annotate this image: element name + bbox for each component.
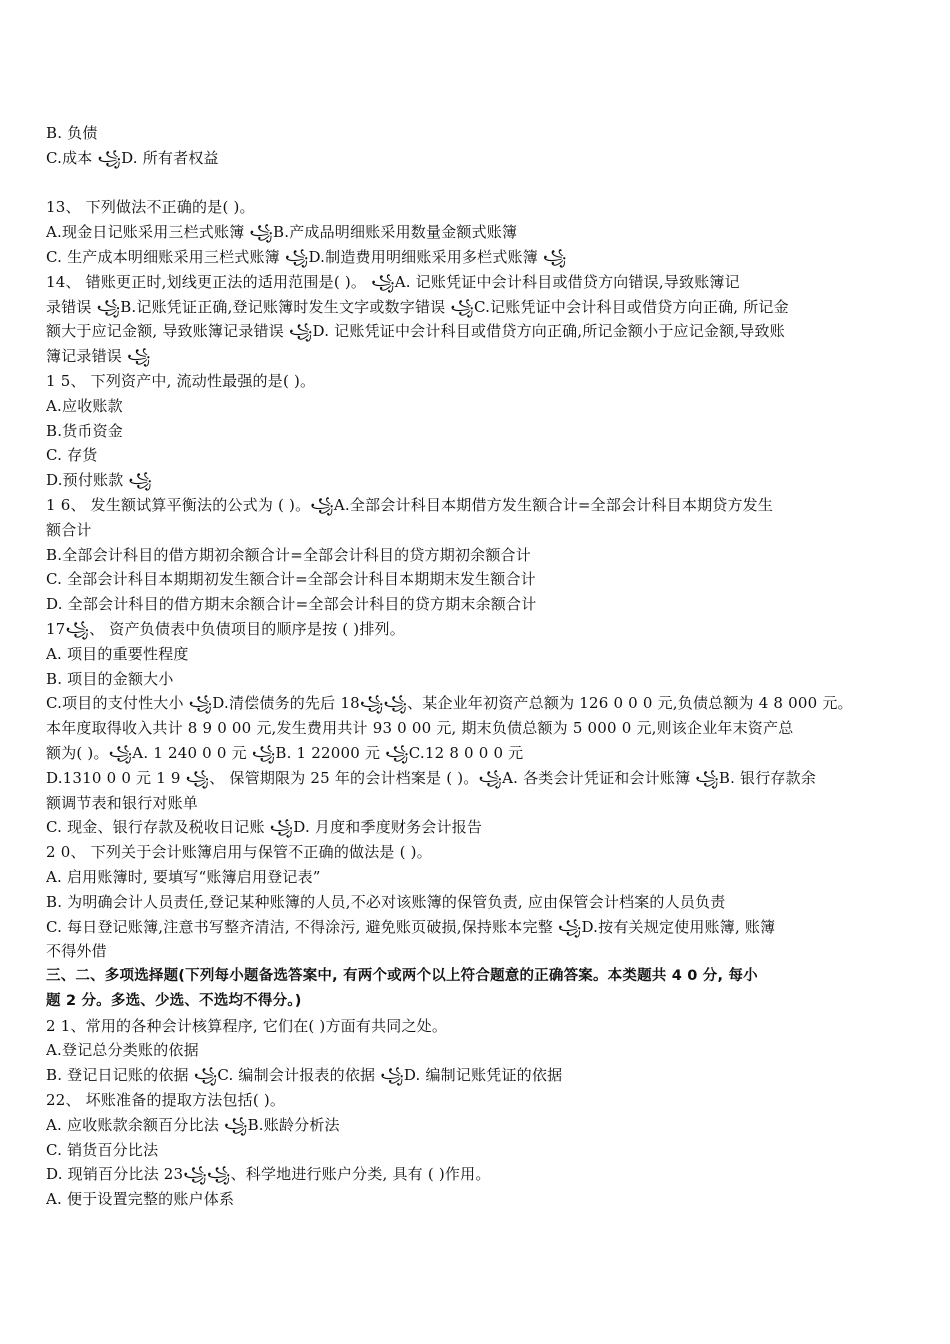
text-line: A. 启用账簿时, 要填写“账簿启用登记表” — [46, 867, 321, 886]
text-line: 额为( )。꧁A. 1 240 0 0 元 ꧁B. 1 22000 元 ꧁C.12 8 0 0 0 元 — [46, 743, 524, 762]
question-22: 22、 坏账准备的提取方法包括( )。 — [46, 1091, 286, 1110]
section-heading-cont: 题 2 分。多选、少选、不选均不得分。) — [46, 992, 302, 1009]
text-line: A.现金日记账采用三栏式账簿 ꧁B.产成品明细账采用数量金额式账簿 — [46, 223, 518, 242]
text-line: B. 项目的金额大小 — [46, 669, 174, 688]
text-line: 不得外借 — [46, 942, 107, 961]
text-line: C. 全部会计科目本期期初发生额合计=全部会计科目本期期末发生额合计 — [46, 570, 536, 589]
question-18: C.项目的支付性大小 ꧁D.清偿债务的先后 18꧁꧁、某企业年初资产总额为 126 0 0 0 元,负债总额为 4 8 000 元。 — [46, 694, 853, 713]
text-line: 录错误 ꧁B.记账凭证正确,登记账簿时发生文字或数字错误 ꧁C.记账凭证中会计科目或借贷方向正确, 所记金 — [46, 297, 789, 316]
text-line: A. 应收账款余额百分比法 ꧁B.账龄分析法 — [46, 1115, 340, 1134]
text-line: C.成本 ꧁D. 所有者权益 — [46, 148, 219, 167]
text-line: D.预付账款 ꧁ — [46, 471, 153, 490]
text-line: B.货币资金 — [46, 421, 123, 440]
question-23: D. 现销百分比法 23꧁꧁、科学地进行账户分类, 具有 ( )作用。 — [46, 1165, 491, 1184]
question-21: 2 1、常用的各种会计核算程序, 它们在( )方面有共同之处。 — [46, 1016, 448, 1035]
document-body — [46, 121, 908, 1212]
text-line: B. 负债 — [46, 124, 98, 142]
question-15: 1 5、 下列资产中, 流动性最强的是( )。 — [46, 371, 316, 390]
text-line: C. 生产成本明细账采用三栏式账簿 ꧁D.制造费用明细账采用多栏式账簿 ꧁ — [46, 247, 567, 266]
text-line: A. 便于设置完整的账户体系 — [46, 1190, 235, 1209]
question-19: D.1310 0 0 元 1 9 ꧁、 保管期限为 25 年的会计档案是 ( )。꧁A. 各类会计凭证和会计账簿 ꧁B. 银行存款余 — [46, 768, 817, 787]
question-20: 2 0、 下列关于会计账簿启用与保管不正确的做法是 ( )。 — [46, 843, 432, 862]
text-line: C. 销货百分比法 — [46, 1140, 159, 1159]
text-line: 本年度取得收入共计 8 9 0 00 元,发生费用共计 93 0 00 元, 期末负债总额为 5 000 0 元,则该企业年末资产总 — [46, 719, 794, 738]
text-line: A.登记总分类账的依据 — [46, 1041, 199, 1060]
question-14: 14、 错账更正时,划线更正法的适用范围是( )。 ꧁A. 记账凭证中会计科目或借贷方向错误,导致账簿记 — [46, 272, 740, 291]
text-line: A.应收账款 — [46, 396, 123, 415]
text-line: C. 存货 — [46, 446, 98, 465]
section-heading: 三、二、多项选择题(下列每小题备选答案中, 有两个或两个以上符合题意的正确答案。本类题共 4 0 分, 每小 — [46, 968, 758, 985]
text-line: B. 登记日记账的依据 ꧁C. 编制会计报表的依据 ꧁D. 编制记账凭证的依据 — [46, 1066, 563, 1085]
text-line: D. 全部会计科目的借方期末余额合计=全部会计科目的贷方期末余额合计 — [46, 595, 537, 614]
text-line: 额调节表和银行对账单 — [46, 793, 199, 812]
text-line: C. 每日登记账簿,注意书写整齐清洁, 不得涂污, 避免账页破损,保持账本完整 ꧁D.按有关规定使用账簿, 账簿 — [46, 917, 776, 936]
text-line: 额合计 — [46, 520, 92, 539]
text-line: 额大于应记金额, 导致账簿记录错误 ꧁D. 记账凭证中会计科目或借贷方向正确,所记金额小于应记金额,导致账 — [46, 322, 785, 341]
question-13: 13、 下列做法不正确的是( )。 — [46, 198, 255, 217]
question-17: 17꧁、 资产负债表中负债项目的顺序是按 ( )排列。 — [46, 619, 405, 638]
blank-line — [46, 171, 908, 196]
text-line: A. 项目的重要性程度 — [46, 644, 189, 663]
text-line: 簿记录错误 ꧁ — [46, 347, 151, 366]
text-line: C. 现金、银行存款及税收日记账 ꧁D. 月度和季度财务会计报告 — [46, 818, 483, 837]
text-line: B. 为明确会计人员责任,登记某种账簿的人员,不必对该账簿的保管负责, 应由保管会计档案的人员负责 — [46, 892, 726, 911]
question-16: 1 6、 发生额试算平衡法的公式为 ( )。꧁A.全部会计科目本期借方发生额合计=全部会计科目本期贷方发生 — [46, 495, 774, 514]
text-line: B.全部会计科目的借方期初余额合计=全部会计科目的贷方期初余额合计 — [46, 545, 531, 564]
